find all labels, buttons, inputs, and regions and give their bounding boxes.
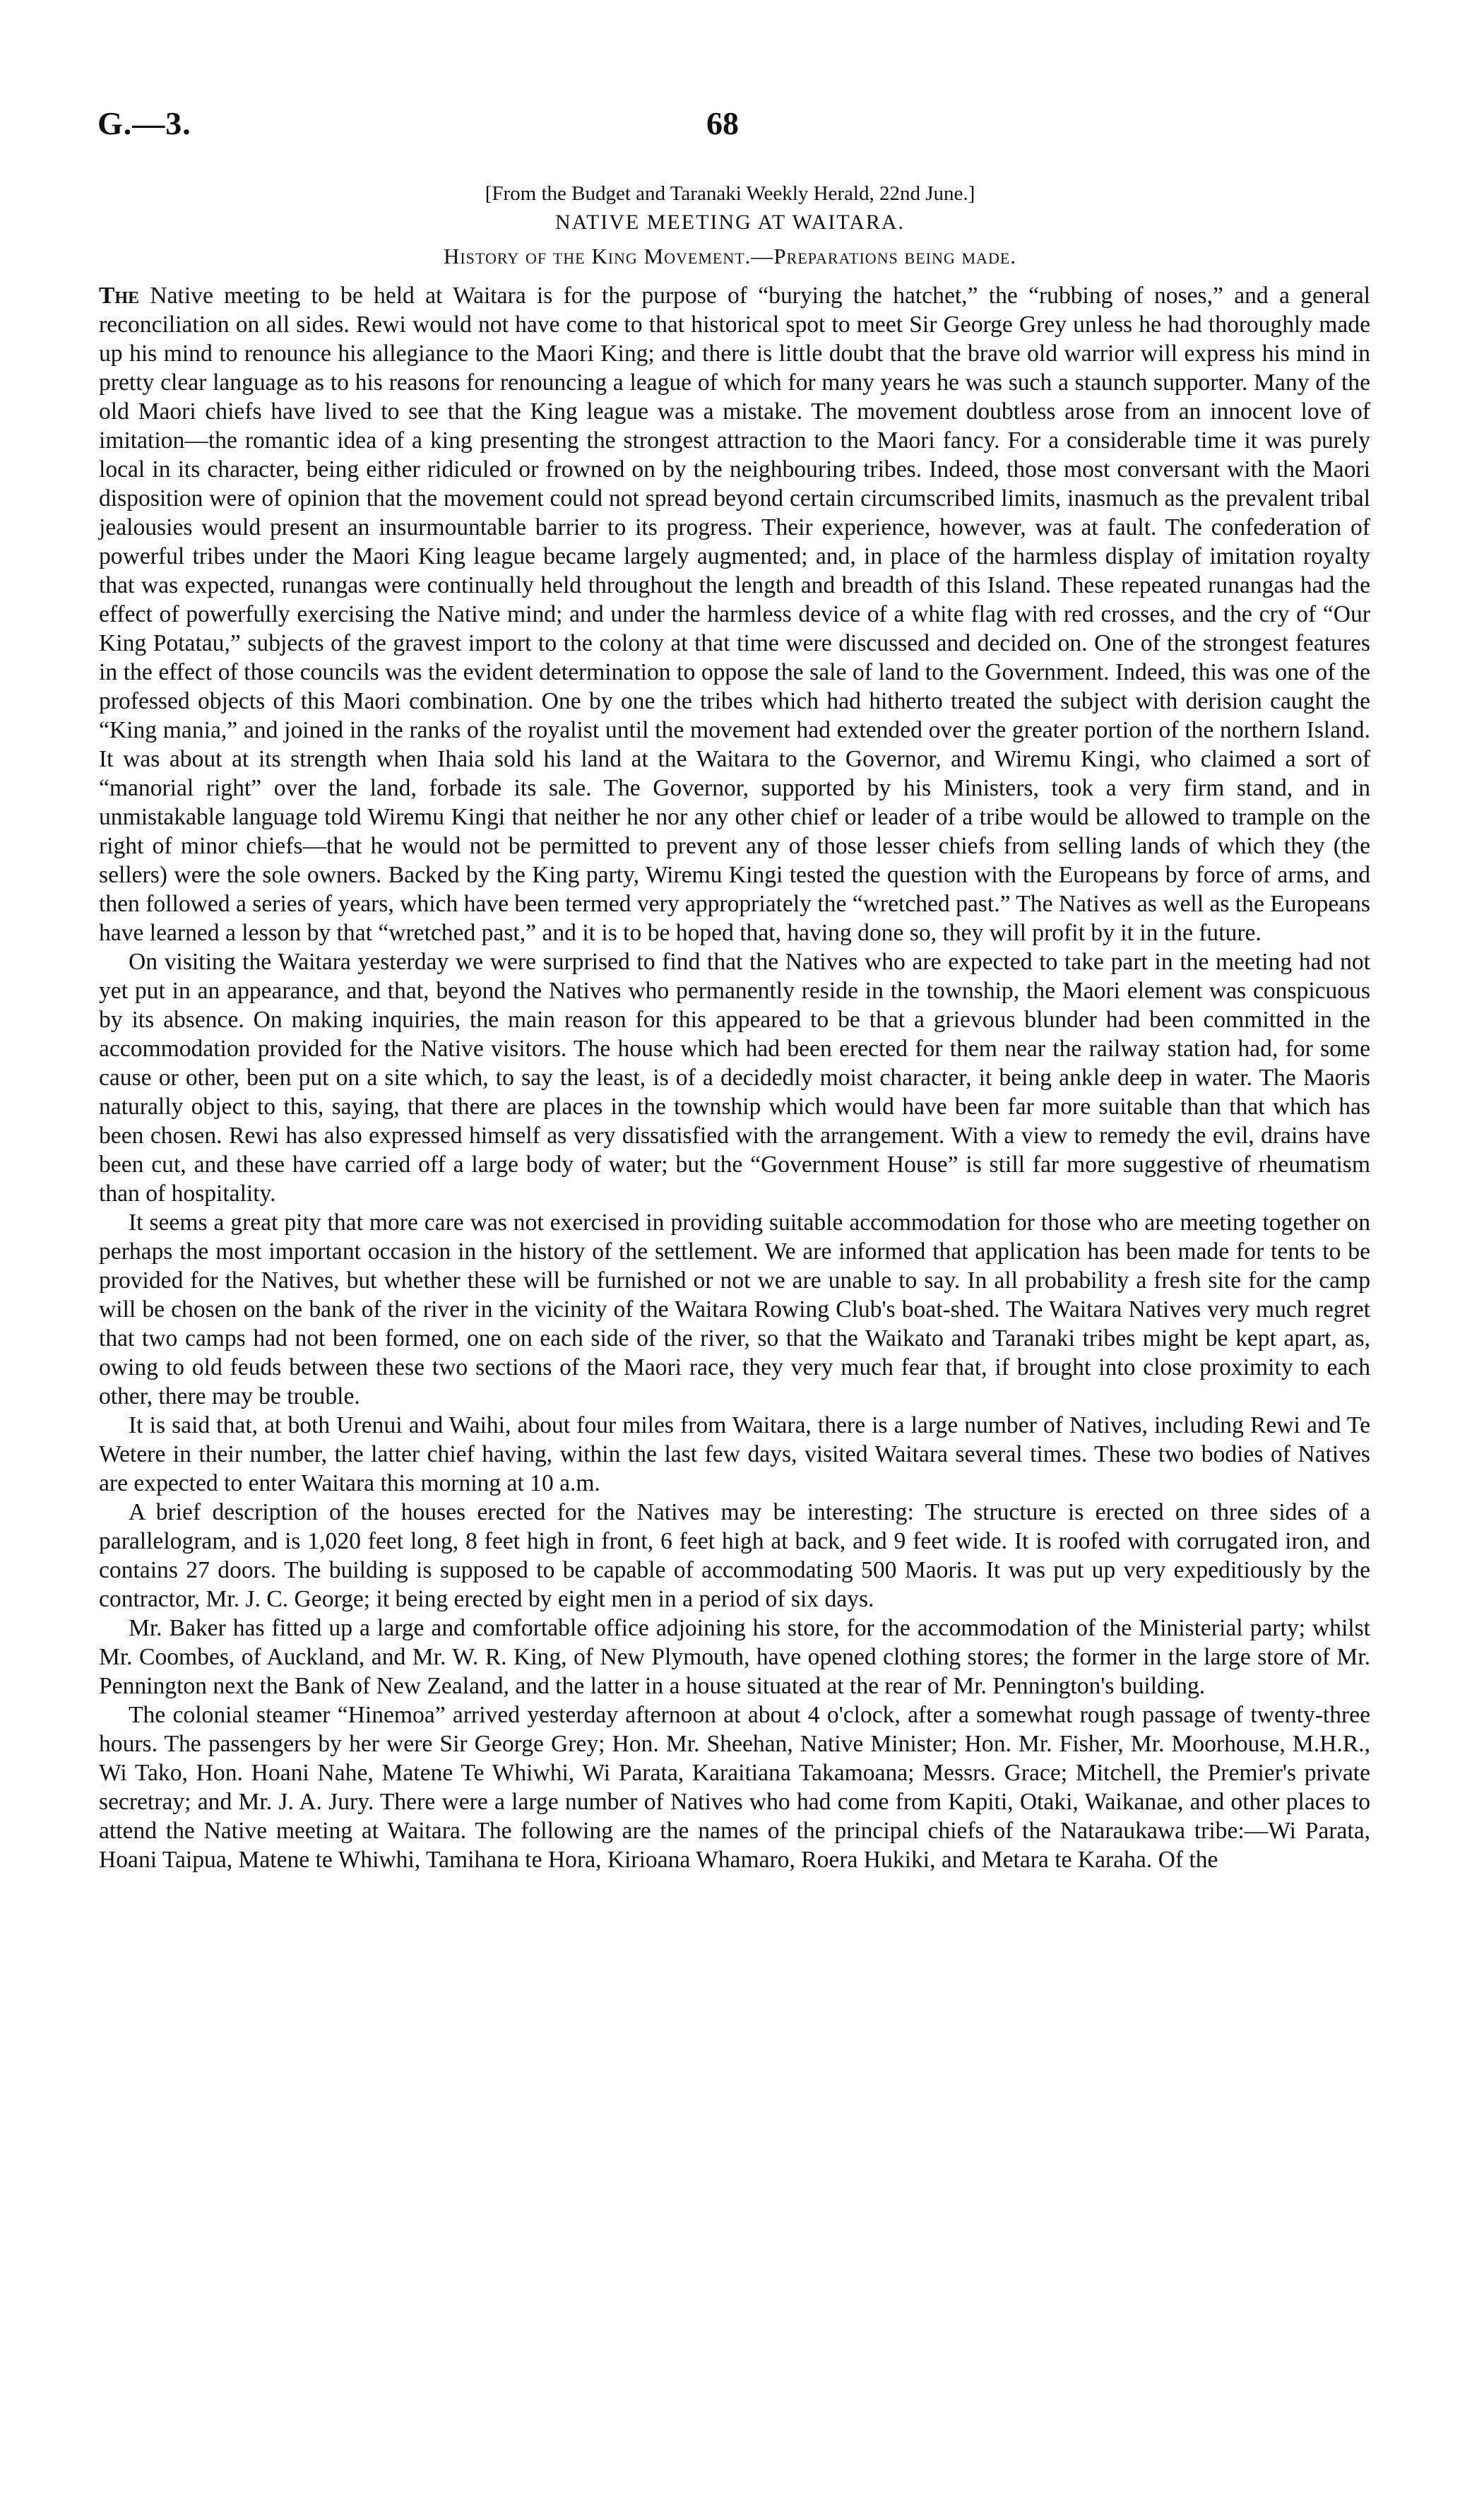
paragraph: It seems a great pity that more care was not exercised in providing suitable accommodation for those who are meeting together on perhaps the most important occasion in the history of the settlement. We are informed that application has been made for tents to be provided for the Natives, but whether these will be furnished or not we are unable to say. In all probability a fresh site for the camp will be chosen on the bank of the river in the vicinity of the Waitara Rowing Club's boat-shed. The Waitara Natives very much regret that two camps had not been formed, one on each side of the river, so that the Waikato and Taranaki tribes might be kept apart, as, owing to old feuds between these two sections of the Maori race, they very much fear that, if brought into close proximity to each other, there may be trouble. (99, 1209, 1370, 1409)
paragraph: A brief description of the houses erected for the Natives may be interesting: The structure is erected on three sides of a parallelogram, and is 1,020 feet long, 8 feet high in front, 6 feet high at back, and 9 feet wide. It is roofed with corrugated iron, and contains 27 doors. The building is supposed to be capable of accommodating 500 Maoris. It was put up very expeditiously by the contractor, Mr. J. C. George; it being erected by eight men in a period of six days. (99, 1499, 1370, 1612)
paragraph: It is said that, at both Urenui and Waihi, about four miles from Waitara, there is a large number of Natives, including Rewi and Te Wetere in their number, the latter chief having, within the last few days, visited Waitara several times. These two bodies of Natives are expected to enter Waitara this morning at 10 a.m. (99, 1412, 1370, 1496)
paragraph (99, 281, 1370, 947)
paragraph: Mr. Baker has fitted up a large and comfortable office adjoining his store, for the accommodation of the Ministerial party; whilst Mr. Coombes, of Auckland, and Mr. W. R. King, of New Plymouth, have opened clothing stores; the former in the large store of Mr. Pennington next the Bank of New Zealand, and the latter in a house situated at the rear of Mr. Pennington's building. (99, 1615, 1370, 1699)
article-title: NATIVE MEETING AT WAITARA. (554, 211, 906, 234)
article-subtitle: History of the King Movement.—Preparations being made. (443, 244, 1017, 268)
paragraph-text: Native meeting to be held at Waitara is for the purpose of “burying the hatchet,” the “rubbing of noses,” and a general reconciliation on all sides. Rewi would not have come to that historical spot to meet Sir George Grey unless he had thoroughly made up his mind to renounce his allegiance to the Maori King; and there is little doubt that the brave old warrior will express his mind in pretty clear language as to his reasons for renouncing a league of which for many years he was such a staunch supporter. Many of the old Maori chiefs have lived to see that the King league was a mistake. The movement doubtless arose from an innocent love of imitation—the romantic idea of a king presenting the strongest attraction to the Maori fancy. For a considerable time it was purely local in its character, being either ridiculed or frowned on by the neighbouring tribes. Indeed, those most conversant with the Maori disposition were of opinion that the movement could not spread beyond certain circumscribed limits, inasmuch as the prevalent tribal jealousies would present an insurmountable barrier to its progress. Their experience, however, was at fault. The confederation of powerful tribes under the Maori King league became largely augmented; and, in place of the harmless display of imitation royalty that was expected, runangas were continually held throughout the length and breadth of this Island. These repeated runangas had the effect of powerfully exercising the Native mind; and under the harmless device of a white flag with red crosses, and the cry of “Our King Potatau,” subjects of the gravest import to the colony at that time were discussed and decided on. One of the strongest features in the effect of those councils was the evident determination to oppose the sale of land to the Government. Indeed, this was one of the professed objects of this Maori combination. One by one the tribes which had hitherto treated the subject with derision caught the “King mania,” and joined in the ranks of the royalist until the movement had extended over the greater portion of the northern Island. It was about at its strength when Ihaia sold his land at the Waitara to the Governor, and Wiremu Kingi, who claimed a sort of “manorial right” over the land, forbade its sale. The Governor, supported by his Ministers, took a very firm stand, and in unmistakable language told Wiremu Kingi that neither he nor any other chief or leader of a tribe would be allowed to trample on the right of minor chiefs—that he would not be permitted to prevent any of those lesser chiefs from selling lands of which they (the sellers) were the sole owners. Backed by the King party, Wiremu Kingi tested the question with the Europeans by force of arms, and then followed a series of years, which have been termed very appropriately the “wretched past.” The Natives as well as the Europeans have learned a lesson by that “wretched past,” and it is to be hoped that, having done so, they will profit by it in the future. (99, 283, 1370, 946)
drop-lead-word: The (99, 283, 140, 309)
paragraph: The colonial steamer “Hinemoa” arrived yesterday afternoon at about 4 o'clock, after a somewhat rough passage of twenty-three hours. The passengers by her were Sir George Grey; Hon. Mr. Sheehan, Native Minister; Hon. Mr. Fisher, Mr. Moorhouse, M.H.R., Wi Tako, Hon. Hoani Nahe, Matene Te Whiwhi, Wi Parata, Karaitiana Takamoana; Messrs. Grace; Mitchell, the Premier's private secretray; and Mr. J. A. Jury. There were a large number of Natives who had come from Kapiti, Otaki, Waikanae, and other places to attend the Native meeting at Waitara. The following are the names of the principal chiefs of the Nataraukawa tribe:—Wi Parata, Hoani Taipua, Matene te Whiwhi, Tamihana te Hora, Kirioana Whamaro, Roera Hukiki, and Metara te Karaha. Of the (99, 1702, 1370, 1873)
paragraph: On visiting the Waitara yesterday we were surprised to find that the Natives who are expected to take part in the meeting had not yet put in an appearance, and that, beyond the Natives who permanently reside in the township, the Maori element was conspicuous by its absence. On making inquiries, the main reason for this appeared to be that a grievous blunder had been committed in the accommodation provided for the Native visitors. The house which had been erected for them near the railway station had, for some cause or other, been put on a site which, to say the least, is of a decidedly moist character, it being ankle deep in water. The Maoris naturally object to this, saying, that there are places in the township which would have been far more suitable than that which has been chosen. Rewi has also expressed himself as very dissatisfied with the arrangement. With a view to remedy the evil, drains have been cut, and these have carried off a large body of water; but the “Government House” is still far more suggestive of rheumatism than of hospitality. (99, 949, 1370, 1207)
article-body (99, 281, 1370, 1874)
series-code: G.—3. (97, 105, 191, 141)
page-number: 68 (706, 105, 739, 141)
source-line: [From the Budget and Taranaki Weekly Herald, 22nd June.] (485, 182, 975, 205)
